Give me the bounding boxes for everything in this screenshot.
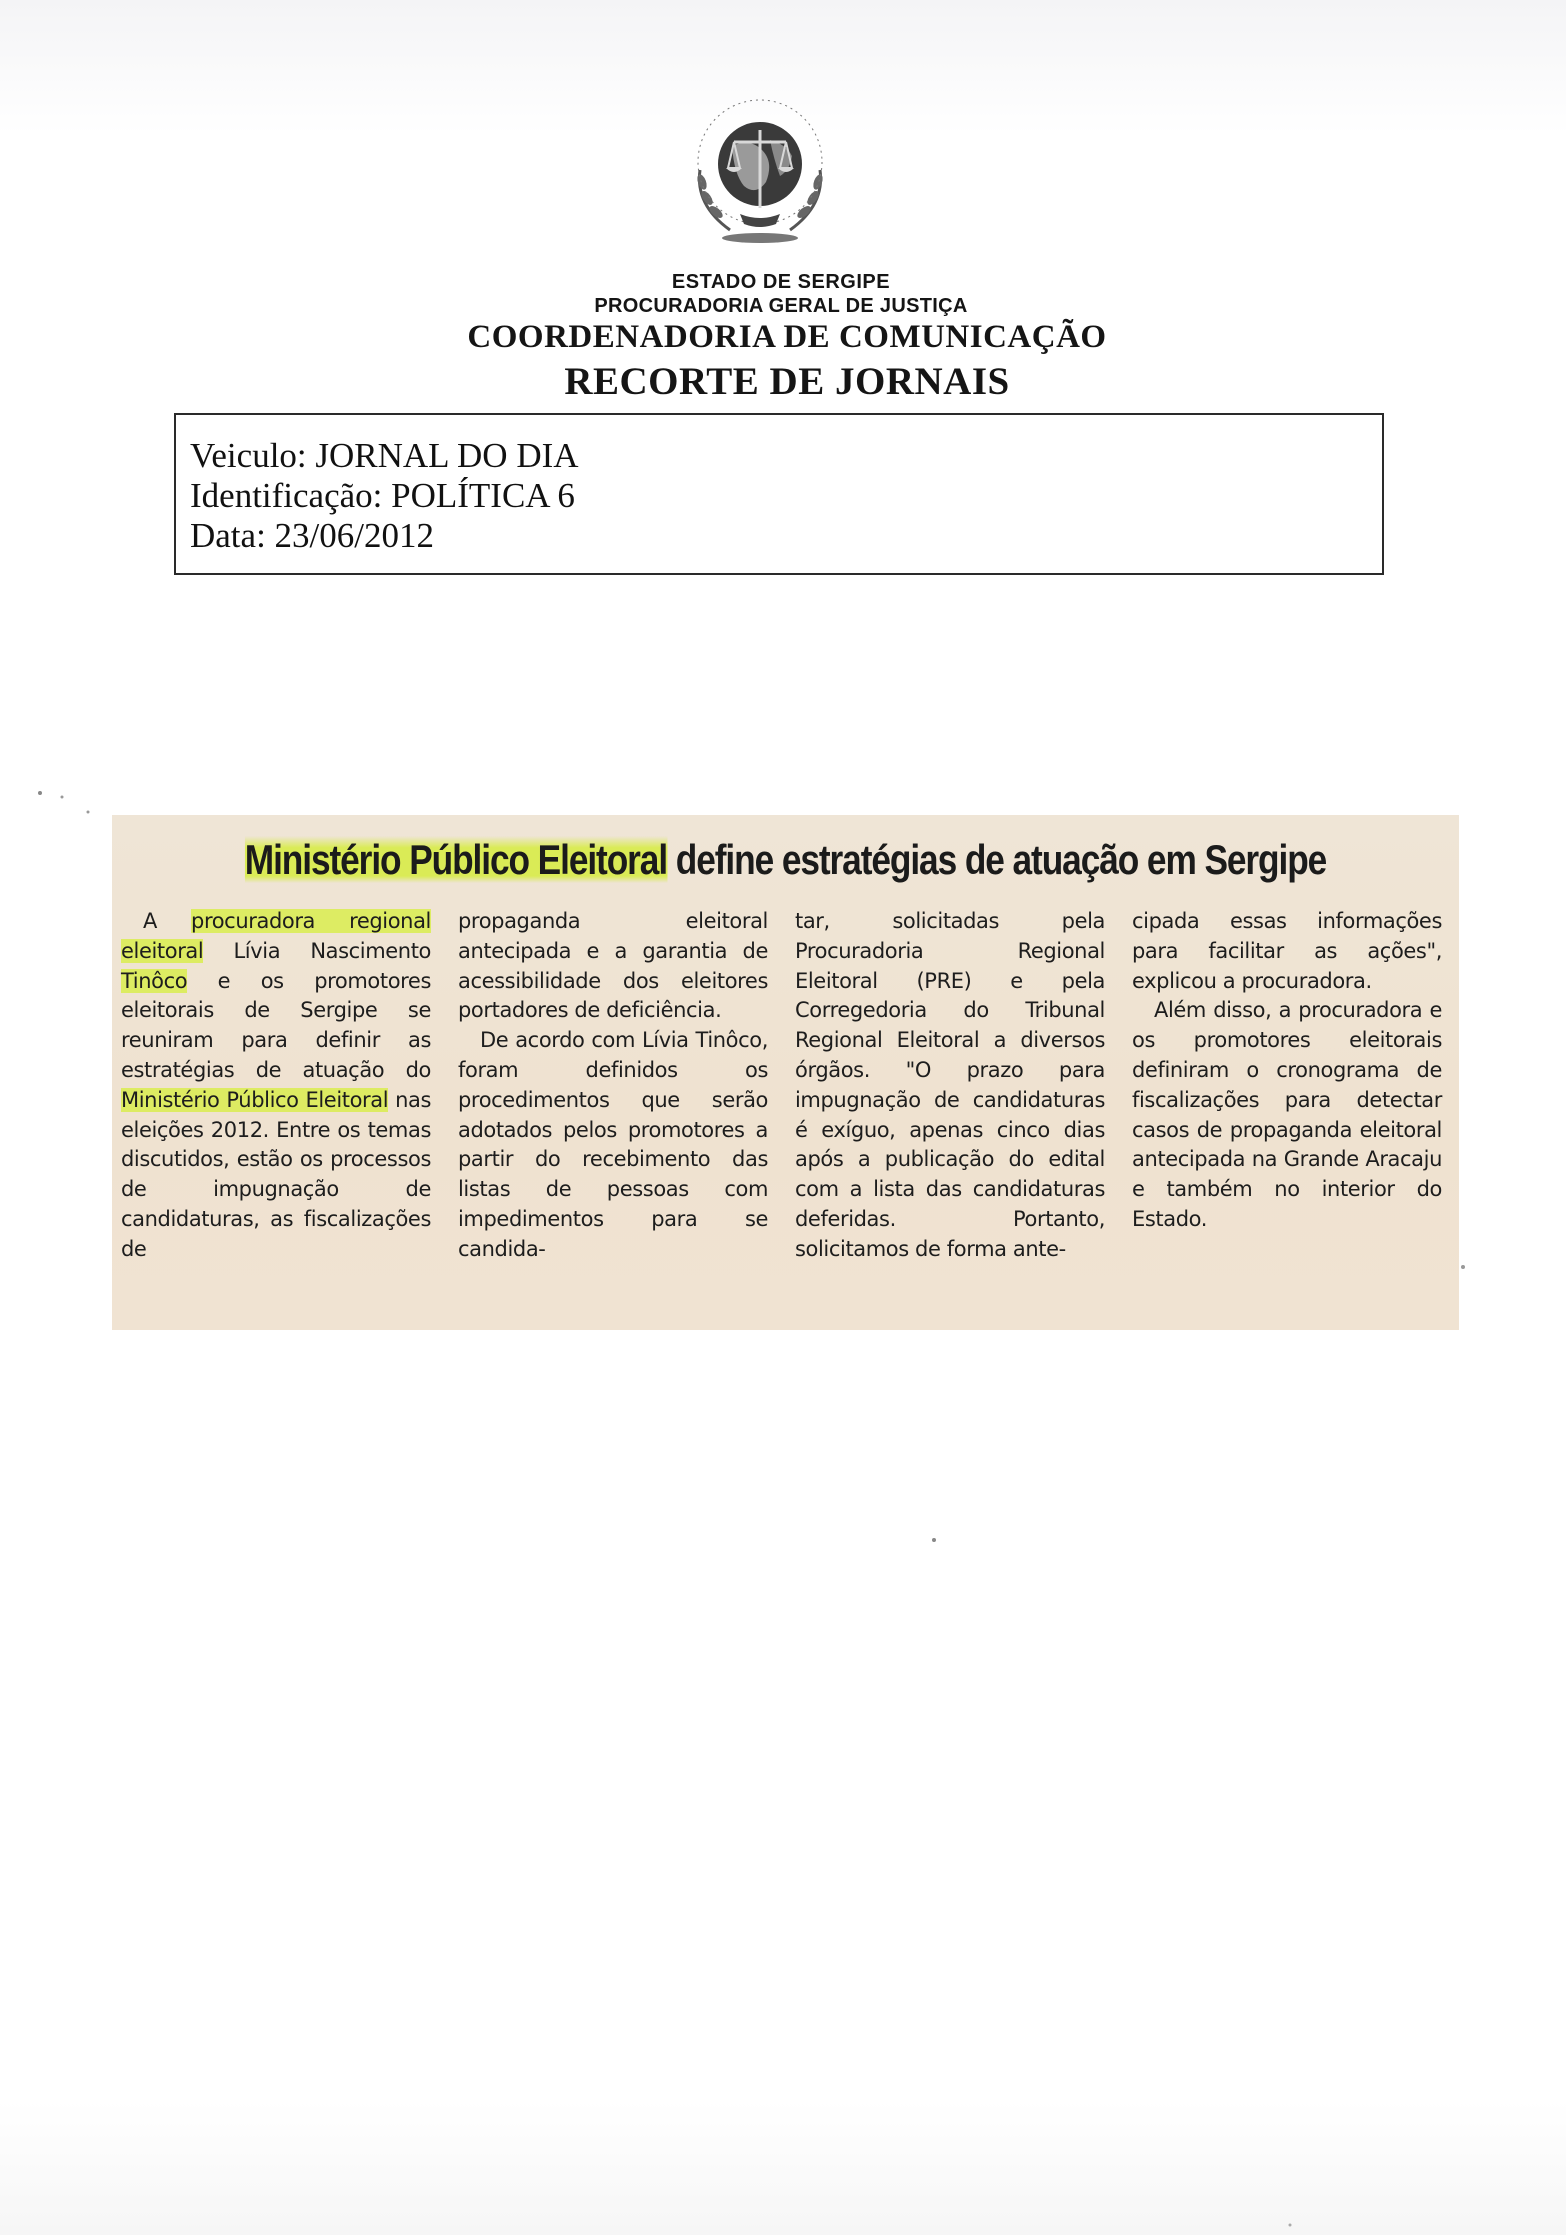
header-state: ESTADO DE SERGIPE: [671, 271, 891, 293]
header-procuradoria: PROCURADORIA GERAL DE JUSTIÇA: [594, 295, 968, 317]
info-data: Data: 23/06/2012: [190, 516, 434, 555]
col1-paragraph-1: [121, 907, 431, 1265]
article-body: [112, 907, 1459, 1307]
col1-text-a: A: [143, 909, 192, 933]
clipping-info-box: [174, 413, 1384, 575]
col3-paragraph-1: tar, solicitadas pela Procuradoria Regional Eleitoral (PRE) e pela Corregedoria do Tribunal Regional Eleitoral a diversos órgãos. "O prazo para impugnação de candidaturas é exíguo, apenas cinco dias após a publicação do edital com a lista das candidaturas deferidas. Portanto, solicitamos de forma ante-: [795, 909, 1105, 1261]
headline-highlighted: Ministério Público Eleitoral: [244, 836, 668, 883]
col1-highlight-2: Tinôco: [121, 968, 188, 993]
col1-highlight-1: procuradora regional eleitoral: [121, 909, 431, 963]
article-column-3: [795, 907, 1105, 1265]
col2-paragraph-2: De acordo com Lívia Tinôco, foram definidos os procedimentos que serão adotados pelos promotores a partir do recebimento das listas de pessoas com impedimentos para se candida-: [458, 1028, 768, 1261]
header-coordenadoria: COORDENADORIA DE COMUNICAÇÃO: [467, 319, 1107, 355]
article-headline: [220, 833, 1351, 887]
col1-highlight-3: Ministério Público Eleitoral: [121, 1087, 389, 1112]
col2-paragraph-1: propaganda eleitoral antecipada e a garantia de acessibilidade dos eleitores portadores de deficiência.: [458, 909, 768, 1023]
col4-paragraph-1: cipada essas informações para facilitar as ações", explicou a procuradora.: [1132, 909, 1442, 993]
article-column-4: [1132, 907, 1442, 1235]
headline-rest: define estratégias de atuação em Sergipe: [667, 836, 1327, 883]
newspaper-clipping: [112, 815, 1459, 1330]
col1-text-b: Lívia Nascimento: [203, 938, 431, 963]
header-recorte: RECORTE DE JORNAIS: [564, 360, 1010, 403]
col4-paragraph-2: Além disso, a procuradora e os promotores eleitorais definiram o cronograma de fiscalizações para detectar casos de propaganda eleitoral antecipada na Grande Aracaju e também no interior do Estado.: [1132, 998, 1442, 1231]
col1-text-d: nas eleições 2012. Entre os temas discutidos, estão os processos de impugnação de candidaturas, as fiscalizações de: [121, 1087, 432, 1261]
info-identificacao: Identificação: POLÍTICA 6: [190, 476, 575, 515]
col1-text-c: e os promotores eleitorais de Sergipe se reuniram para definir as estratégias de atuação do: [121, 968, 431, 1082]
seal-emblem-icon: [670, 90, 850, 250]
article-column-2: [458, 907, 768, 1265]
ministerio-publico-seal: [670, 90, 850, 250]
info-veiculo: Veiculo: JORNAL DO DIA: [190, 436, 579, 475]
article-column-1: [121, 907, 431, 1265]
